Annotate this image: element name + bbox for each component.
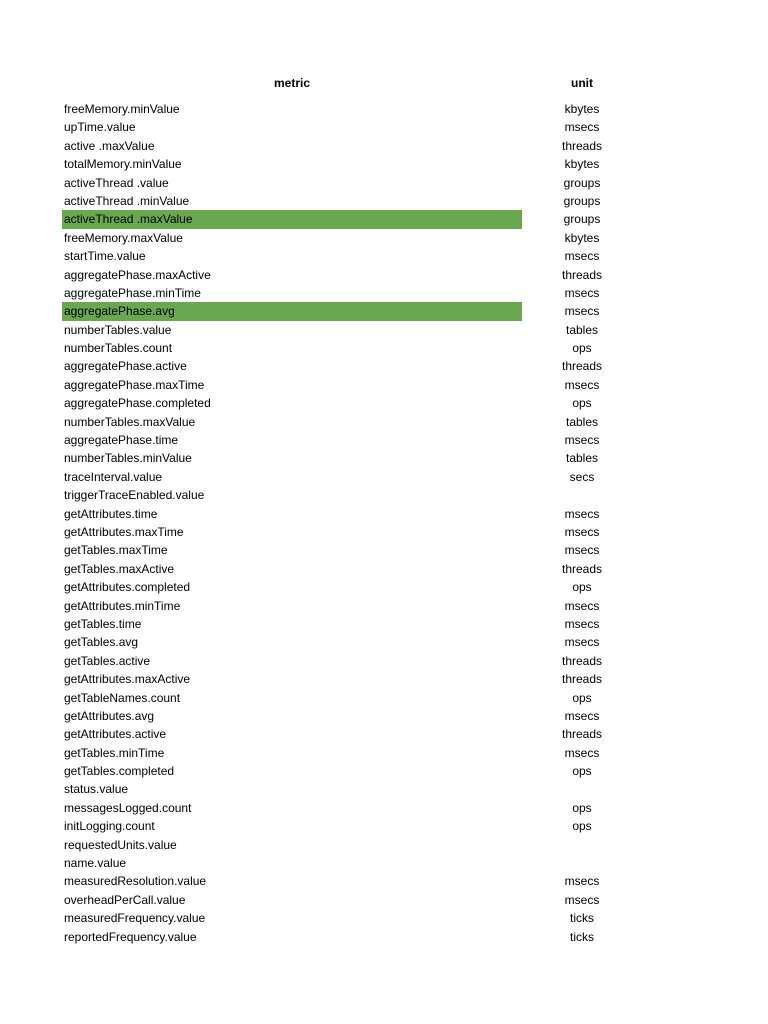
table-row [62, 780, 642, 798]
metric-cell: getAttributes.minTime [64, 598, 181, 613]
metric-cell: getTableNames.count [64, 690, 181, 705]
metric-cell: getAttributes.completed [64, 580, 191, 595]
metric-cell: reportedFrequency.value [64, 929, 197, 944]
unit-cell: msecs [564, 598, 600, 613]
metric-cell: freeMemory.minValue [64, 102, 180, 116]
unit-cell: ticks [570, 929, 594, 944]
metric-cell: overheadPerCall.value [64, 892, 186, 907]
table-row [62, 357, 642, 375]
metric-cell: messagesLogged.count [64, 800, 192, 815]
table-row [62, 909, 642, 927]
table-row [62, 468, 642, 486]
unit-cell: msecs [564, 249, 600, 264]
unit-cell: kbytes [564, 230, 600, 245]
metric-cell: activeThread .maxValue [62, 210, 522, 228]
unit-cell: ops [572, 819, 592, 834]
table-row [62, 652, 642, 670]
unit-cell: threads [561, 561, 603, 576]
unit-cell: msecs [564, 285, 600, 300]
table-row [62, 817, 642, 835]
table-row [62, 597, 642, 615]
unit-cell: threads [561, 653, 603, 668]
metric-cell: getTables.time [64, 616, 142, 631]
table-row [62, 266, 642, 284]
metric-cell: totalMemory.minValue [64, 157, 182, 172]
unit-cell: msecs [564, 745, 600, 760]
unit-cell: ops [572, 764, 592, 779]
metric-cell: measuredFrequency.value [64, 911, 206, 926]
table-row [62, 118, 642, 136]
table-row [62, 302, 642, 320]
metric-cell: numberTables.count [64, 341, 173, 356]
metric-cell: aggregatePhase.maxActive [64, 267, 211, 282]
table-row [62, 689, 642, 707]
metric-cell: aggregatePhase.completed [64, 396, 211, 411]
unit-cell: tables [565, 322, 599, 337]
table-row [62, 615, 642, 633]
unit-cell: threads [561, 672, 603, 687]
unit-cell: msecs [564, 874, 600, 889]
table-row [62, 321, 642, 339]
table-body [62, 100, 642, 946]
unit-cell: msecs [564, 892, 600, 907]
table-row [62, 192, 642, 210]
metric-cell: aggregatePhase.avg [62, 302, 522, 320]
table-row [62, 928, 642, 946]
metrics-table [62, 74, 642, 944]
table-row [62, 137, 642, 155]
table-row [62, 376, 642, 394]
header-metric: metric [273, 76, 311, 90]
unit-cell: msecs [564, 506, 600, 521]
table-header [62, 74, 642, 92]
metric-cell: numberTables.minValue [64, 451, 192, 466]
metric-cell: freeMemory.maxValue [64, 230, 183, 245]
unit-cell: msecs [564, 377, 600, 392]
table-row [62, 284, 642, 302]
metric-cell: initLogging.count [64, 819, 155, 834]
unit-cell: threads [561, 138, 603, 153]
unit-cell: ops [572, 800, 592, 815]
metric-cell: activeThread .minValue [64, 193, 190, 208]
table-row [62, 449, 642, 467]
metric-cell: measuredResolution.value [64, 874, 207, 889]
table-row [62, 744, 642, 762]
unit-cell: msecs [564, 616, 600, 631]
unit-cell: tables [565, 414, 599, 429]
metric-cell: aggregatePhase.maxTime [64, 377, 205, 392]
table-row [62, 578, 642, 596]
metric-cell: getAttributes.avg [64, 708, 155, 723]
table-row [62, 762, 642, 780]
metric-cell: startTime.value [64, 249, 146, 264]
metric-cell: requestedUnits.value [64, 837, 177, 852]
metric-cell: aggregatePhase.time [64, 433, 179, 448]
table-row [62, 523, 642, 541]
table-row [62, 155, 642, 173]
metric-cell: getTables.completed [64, 764, 175, 779]
metric-cell: status.value [64, 782, 129, 797]
unit-cell: groups [563, 175, 601, 190]
table-row [62, 229, 642, 247]
metric-cell: getTables.avg [64, 635, 139, 650]
unit-cell: ops [572, 341, 592, 356]
unit-cell: groups [563, 193, 601, 208]
metric-cell: getAttributes.maxTime [64, 524, 184, 539]
metric-cell: activeThread .value [64, 175, 169, 190]
metric-cell: numberTables.maxValue [64, 414, 196, 429]
metric-cell: upTime.value [64, 120, 136, 135]
unit-cell: threads [561, 267, 603, 282]
metric-cell: triggerTraceEnabled.value [64, 488, 205, 503]
unit-cell: msecs [564, 524, 600, 539]
unit-cell: kbytes [564, 102, 600, 116]
unit-cell: msecs [564, 543, 600, 558]
table-row [62, 560, 642, 578]
metric-cell: getAttributes.time [64, 506, 158, 521]
table-row [62, 891, 642, 909]
header-unit: unit [571, 76, 593, 90]
table-row [62, 247, 642, 265]
table-row [62, 431, 642, 449]
unit-cell: msecs [564, 635, 600, 650]
table-row [62, 670, 642, 688]
table-row [62, 394, 642, 412]
unit-cell: ops [572, 690, 592, 705]
unit-cell: kbytes [564, 157, 600, 172]
table-row [62, 872, 642, 890]
table-row [62, 799, 642, 817]
metric-cell: numberTables.value [64, 322, 172, 337]
table-row [62, 725, 642, 743]
unit-cell: ops [572, 396, 592, 411]
metric-cell: getTables.maxTime [64, 543, 168, 558]
unit-cell: ticks [570, 911, 594, 926]
metric-cell: traceInterval.value [64, 469, 163, 484]
unit-cell: threads [561, 727, 603, 742]
metric-cell: getAttributes.active [64, 727, 167, 742]
table-row [62, 339, 642, 357]
table-row [62, 413, 642, 431]
table-row [62, 854, 642, 872]
table-row [62, 174, 642, 192]
unit-cell: ops [572, 580, 592, 595]
unit-cell: msecs [564, 708, 600, 723]
metric-cell: getTables.active [64, 653, 151, 668]
metric-cell: getAttributes.maxActive [64, 672, 191, 687]
metric-cell: aggregatePhase.minTime [64, 285, 201, 300]
table-row [62, 210, 642, 228]
metric-cell: getTables.minTime [64, 745, 165, 760]
table-row [62, 100, 642, 118]
table-row [62, 633, 642, 651]
unit-cell: secs [569, 469, 595, 484]
unit-cell: msecs [564, 120, 600, 135]
table-row [62, 836, 642, 854]
metric-cell: active .maxValue [64, 138, 155, 153]
metric-cell: getTables.maxActive [64, 561, 175, 576]
unit-cell: msecs [564, 304, 600, 319]
table-row [62, 505, 642, 523]
unit-cell: msecs [564, 433, 600, 448]
metric-cell: aggregatePhase.active [64, 359, 187, 374]
unit-cell: tables [565, 451, 599, 466]
table-row [62, 486, 642, 504]
table-row [62, 707, 642, 725]
unit-cell: groups [563, 212, 601, 227]
table-row [62, 541, 642, 559]
metric-cell: name.value [64, 856, 127, 871]
unit-cell: threads [561, 359, 603, 374]
